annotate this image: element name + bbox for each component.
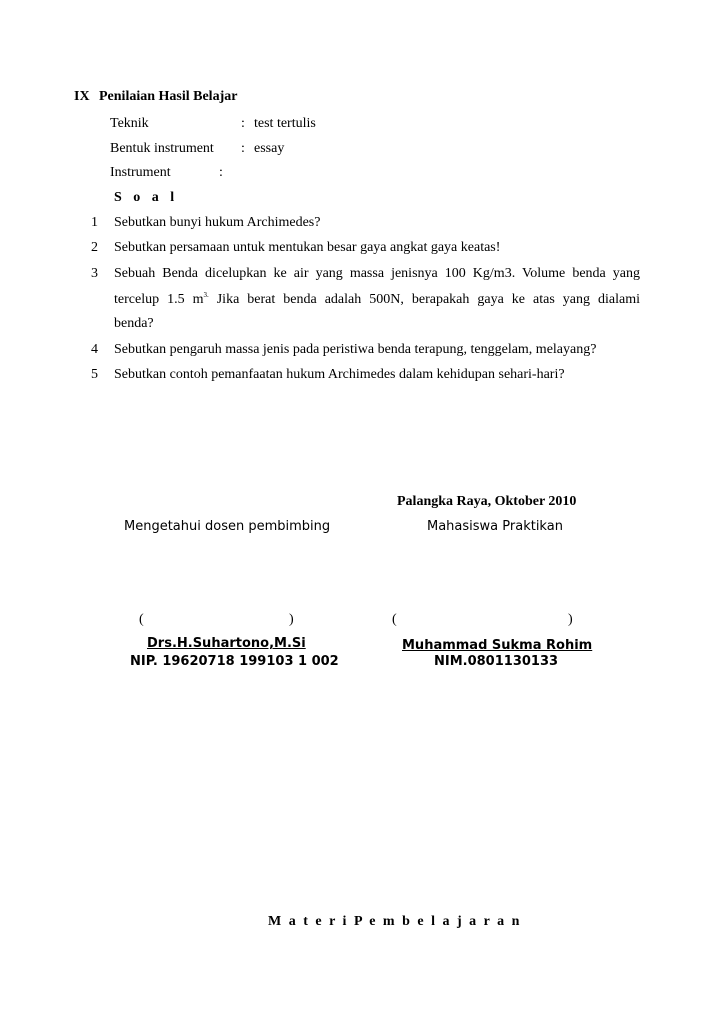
section-title: Penilaian Hasil Belajar — [99, 89, 238, 104]
left-signer-name: Drs.H.Suhartono,M.Si — [147, 636, 306, 651]
question-text-1: Sebutkan bunyi hukum Archimedes? — [114, 215, 321, 230]
right-signature-open-paren: ( — [392, 612, 397, 627]
question-number-1: 1 — [91, 215, 98, 230]
question-text-5: Sebutkan contoh pemanfaatan hukum Archimedes dalam kehidupan sehari-hari? — [114, 367, 565, 382]
field-label-bentuk-instrument: Bentuk instrument — [110, 141, 214, 156]
section-number: IX — [74, 89, 90, 104]
field-separator-teknik: : — [241, 116, 245, 131]
left-signature-close-paren: ) — [289, 612, 294, 627]
field-label-teknik: Teknik — [110, 116, 149, 131]
question-number-5: 5 — [91, 367, 98, 382]
right-signer-role: Mahasiswa Praktikan — [427, 519, 563, 534]
question-text-3-line3: benda? — [114, 316, 154, 331]
question-text-3-line2: tercelup 1.5 $m^{3.}$ Jika berat benda adalah 500N, berapakah gaya ke atas yang dialami — [114, 291, 640, 307]
left-signer-nip: NIP. 19620718 199103 1 002 — [130, 654, 339, 669]
field-separator-bentuk-instrument: : — [241, 141, 245, 156]
right-signature-close-paren: ) — [568, 612, 573, 627]
field-separator-instrument: : — [219, 165, 223, 180]
left-signature-open-paren: ( — [139, 612, 144, 627]
field-label-instrument: Instrument — [110, 165, 171, 180]
soal-heading: S o a l — [114, 190, 179, 205]
question-text-2: Sebutkan persamaan untuk mentukan besar gaya angkat gaya keatas! — [114, 240, 501, 255]
question-text-3-line1: Sebuah Benda dicelupkan ke air yang massa jenisnya 100 Kg/m3. Volume benda yang — [114, 266, 640, 281]
question-text-4: Sebutkan pengaruh massa jenis pada peristiwa benda terapung, tenggelam, melayang? — [114, 342, 597, 357]
question-number-3: 3 — [91, 266, 98, 281]
footer-heading: M a t e r i P e m b e l a j a r a n — [268, 914, 520, 929]
right-signer-nim: NIM.0801130133 — [434, 654, 559, 669]
question-number-2: 2 — [91, 240, 98, 255]
left-signer-role: Mengetahui dosen pembimbing — [124, 519, 331, 534]
field-value-bentuk-instrument: essay — [254, 141, 285, 156]
place-date: Palangka Raya, Oktober 2010 — [397, 494, 577, 509]
right-signer-name: Muhammad Sukma Rohim — [402, 638, 593, 653]
question-number-4: 4 — [91, 342, 98, 357]
field-value-teknik: test tertulis — [254, 116, 316, 131]
